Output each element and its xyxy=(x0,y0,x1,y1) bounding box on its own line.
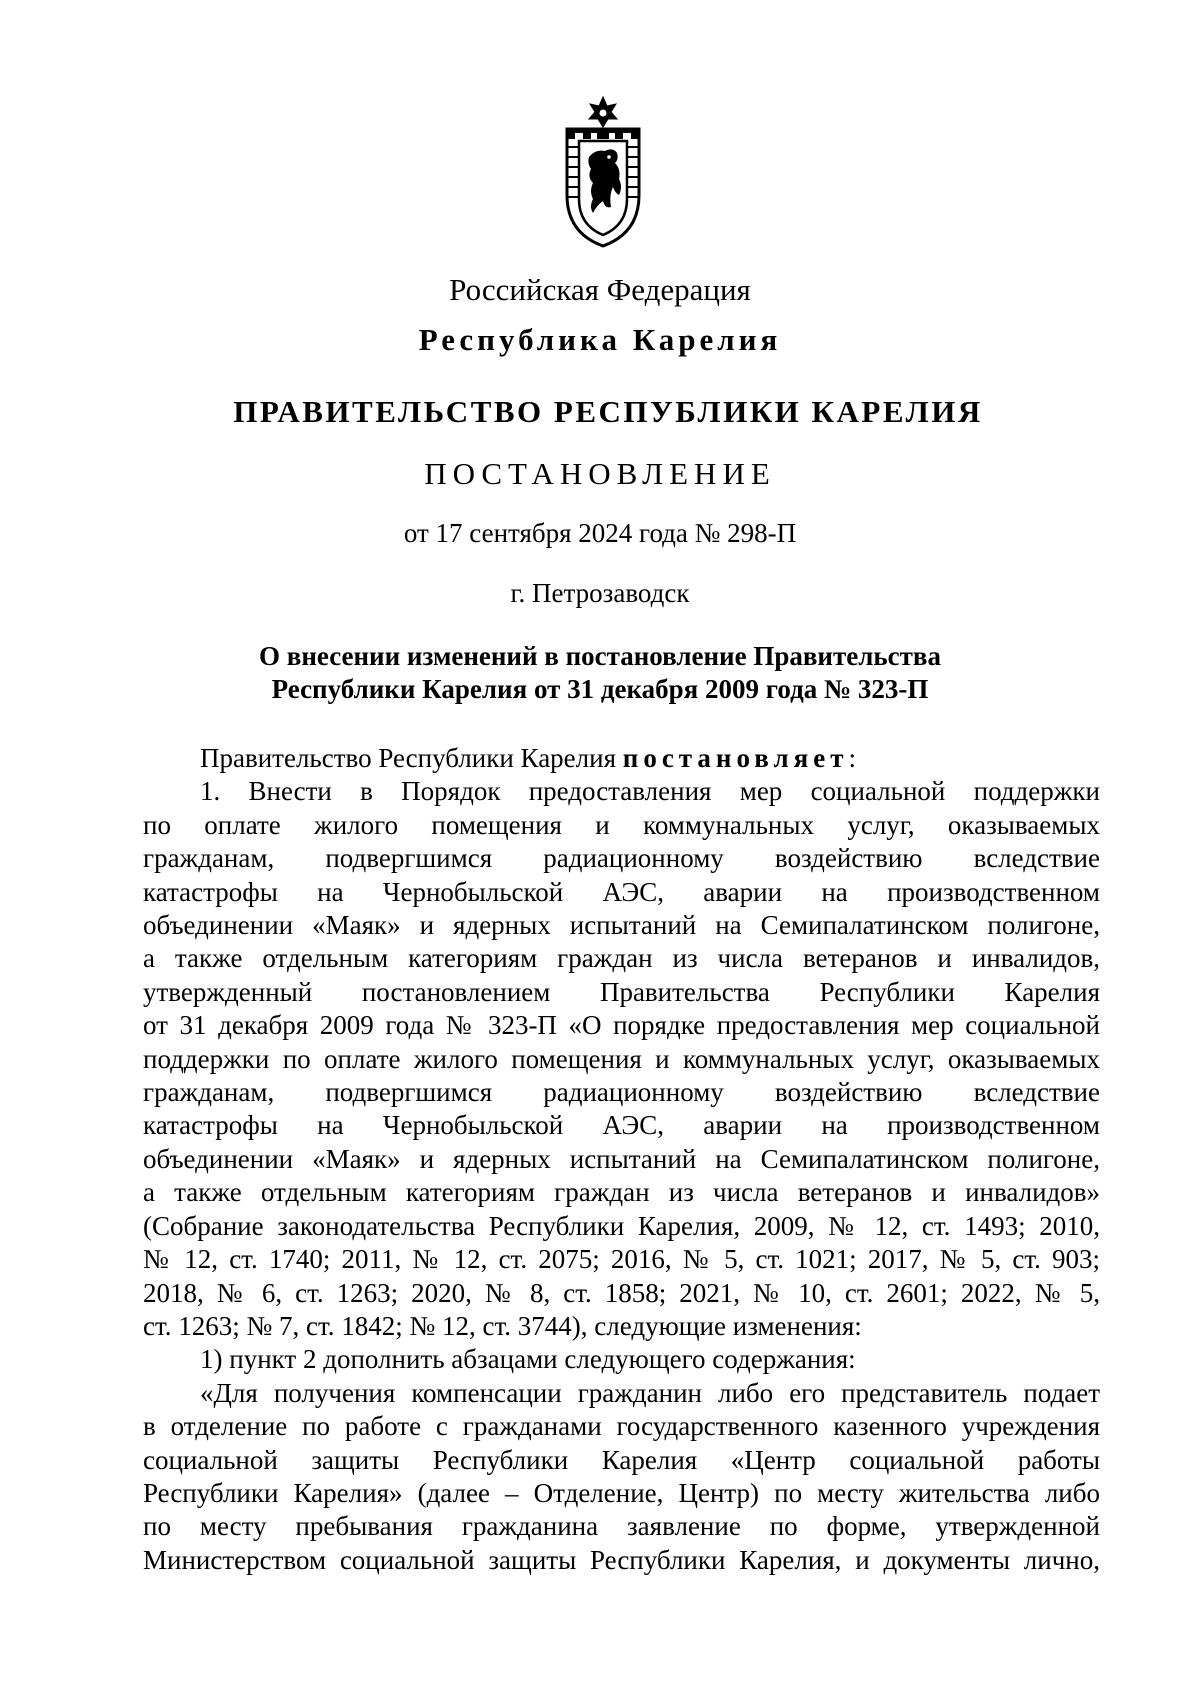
country-name: Российская Федерация xyxy=(449,272,751,307)
quote-line: Республики Карелия» (далее – Отделение, Центр) по месту жительства либо xyxy=(143,1477,1100,1508)
clause-line: объединении «Маяк» и ядерных испытаний на Семипалатинском полигоне, xyxy=(143,1143,1100,1174)
clause-line: объединении «Маяк» и ядерных испытаний на Семипалатинском полигоне, xyxy=(143,910,1100,941)
clause-line: по оплате жилого помещения и коммунальных услуг, оказываемых xyxy=(143,809,1100,840)
clause-line: катастрофы на Чернобыльской АЭС, аварии на производственном xyxy=(143,1110,1100,1141)
quote-line: в отделение по работе с гражданами государственного казенного учреждения xyxy=(143,1411,1100,1442)
intro-resolves: постановляет xyxy=(622,743,849,773)
government-name: ПРАВИТЕЛЬСТВО РЕСПУБЛИКИ КАРЕЛИЯ xyxy=(233,394,983,429)
quote-line: Министерством социальной защиты Республики Карелия, и документы лично, xyxy=(143,1544,1100,1575)
document-body xyxy=(143,742,1100,1577)
title-line: О внесении изменений в постановление Правительства xyxy=(259,641,941,671)
clause-line: а также отдельным категориям граждан из числа ветеранов и инвалидов, xyxy=(143,943,1100,974)
document-city: г. Петрозаводск xyxy=(510,578,690,608)
clause-line: 1. Внести в Порядок предоставления мер социальной поддержки xyxy=(200,776,1100,807)
clause-line: ст. 1263; № 7, ст. 1842; № 12, ст. 3744), следующие изменения: xyxy=(143,1310,862,1341)
clause-line: утвержденный постановлением Правительства Республики Карелия xyxy=(143,976,1100,1007)
quote-line: социальной защиты Республики Карелия «Центр социальной работы xyxy=(143,1444,1100,1475)
clause-line: гражданам, подвергшимся радиационному воздействию вследствие xyxy=(143,1077,1100,1108)
intro-paragraph xyxy=(143,742,1100,775)
quote-line: по месту пребывания гражданина заявление по форме, утвержденной xyxy=(143,1511,1100,1542)
document-date-number: от 17 сентября 2024 года № 298-П xyxy=(403,518,797,548)
intro-colon: : xyxy=(848,743,857,773)
republic-name: Республика Карелия xyxy=(418,322,782,357)
quote-line: «Для получения компенсации гражданин либо его представитель подает xyxy=(200,1377,1100,1408)
clause-line: № 12, ст. 1740; 2011, № 12, ст. 2075; 2016, № 5, ст. 1021; 2017, № 5, ст. 903; xyxy=(143,1244,1100,1275)
clause-line: поддержки по оплате жилого помещения и коммунальных услуг, оказываемых xyxy=(143,1043,1100,1074)
clause-line: катастрофы на Чернобыльской АЭС, аварии на производственном xyxy=(143,876,1100,907)
document-title xyxy=(0,640,1200,706)
coat-of-arms-emblem xyxy=(561,95,645,248)
item-line: 1) пункт 2 дополнить абзацами следующего содержания: xyxy=(200,1344,856,1375)
clause-line: (Собрание законодательства Республики Карелия, 2009, № 12, ст. 1493; 2010, xyxy=(143,1210,1100,1241)
document-type: ПОСТАНОВЛЕНИЕ xyxy=(424,456,776,491)
clause-line: от 31 декабря 2009 года № 323-П «О порядке предоставления мер социальной xyxy=(143,1010,1100,1041)
title-line: Республики Карелия от 31 декабря 2009 года № 323-П xyxy=(271,674,929,704)
intro-text: Правительство Республики Карелия xyxy=(200,743,623,773)
clause-line: а также отдельным категориям граждан из числа ветеранов и инвалидов» xyxy=(143,1177,1100,1208)
clause-line: гражданам, подвергшимся радиационному воздействию вследствие xyxy=(143,843,1100,874)
clause-line: 2018, № 6, ст. 1263; 2020, № 8, ст. 1858; 2021, № 10, ст. 2601; 2022, № 5, xyxy=(143,1277,1100,1308)
